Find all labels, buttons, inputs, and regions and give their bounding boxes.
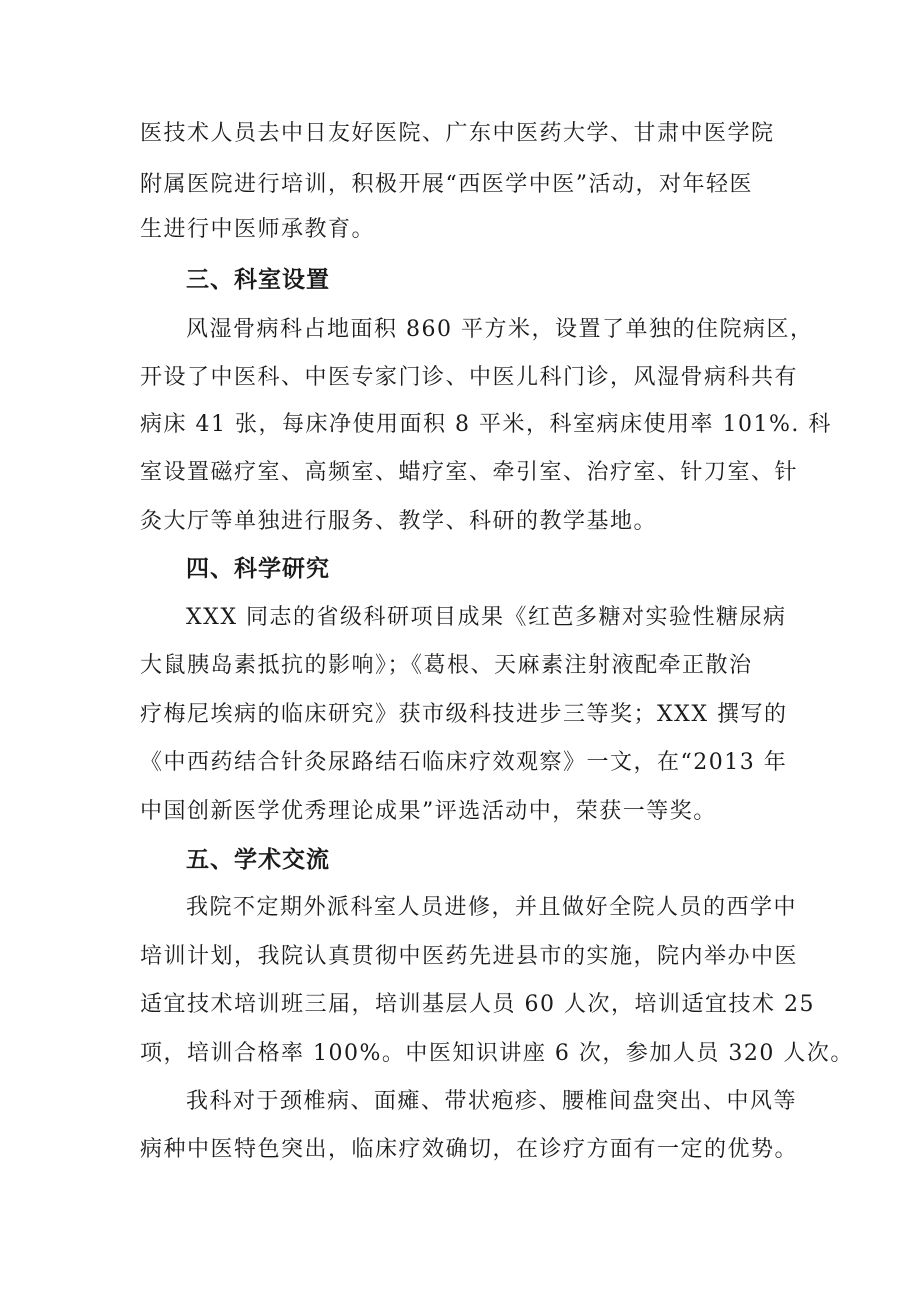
section-heading: 五、学术交流 <box>186 847 330 873</box>
paragraph-line: 疗梅尼埃病的临床研究》获市级科技进步三等奖；XXX 撰写的 <box>140 702 788 727</box>
paragraph-line: XXX 同志的省级科研项目成果《红芭多糖对实验性糖尿病 <box>186 605 787 630</box>
paragraph-line: 《中西药结合针灸尿路结石临床疗效观察》一文，在“2013 年 <box>140 750 788 775</box>
paragraph-line: 我院不定期外派科室人员进修，并且做好全院人员的西学中 <box>186 895 798 920</box>
paragraph-line: 开设了中医科、中医专家门诊、中医儿科门诊，风湿骨病科共有 <box>140 365 799 390</box>
section-heading: 三、科室设置 <box>186 267 330 293</box>
paragraph-line: 室设置磁疗室、高频室、蜡疗室、牵引室、治疗室、针刀室、针 <box>140 460 799 485</box>
paragraph-line: 我科对于颈椎病、面瘫、带状疱疹、腰椎间盘突出、中风等 <box>186 1089 798 1114</box>
paragraph-line: 病床 41 张，每床净使用面积 8 平米，科室病床使用率 101%. 科 <box>140 412 832 437</box>
paragraph-line: 适宜技术培训班三届，培训基层人员 60 人次，培训适宜技术 25 <box>140 992 815 1017</box>
paragraph-line: 附属医院进行培训，积极开展“西医学中医”活动，对年轻医 <box>140 172 753 197</box>
paragraph-line: 病种中医特色突出，临床疗效确切，在诊疗方面有一定的优势。 <box>140 1137 799 1162</box>
paragraph-line: 培训计划，我院认真贯彻中医药先进县市的实施，院内举办中医 <box>140 944 799 969</box>
paragraph-line: 大鼠胰岛素抵抗的影响》；《葛根、天麻素注射液配牵正散治 <box>140 653 753 678</box>
paragraph-line: 风湿骨病科占地面积 860 平方米，设置了单独的住院病区， <box>186 317 814 342</box>
paragraph-line: 灸大厅等单独进行服务、教学、科研的教学基地。 <box>140 509 658 534</box>
paragraph-line: 生进行中医师承教育。 <box>140 217 376 242</box>
paragraph-line: 医技术人员去中日友好医院、广东中医药大学、甘肃中医学院 <box>140 121 775 146</box>
paragraph-line: 中国创新医学优秀理论成果”评选活动中，荣获一等奖。 <box>140 799 717 824</box>
paragraph-line: 项，培训合格率 100%。中医知识讲座 6 次，参加人员 320 人次。 <box>140 1041 854 1066</box>
section-heading: 四、科学研究 <box>186 556 330 582</box>
